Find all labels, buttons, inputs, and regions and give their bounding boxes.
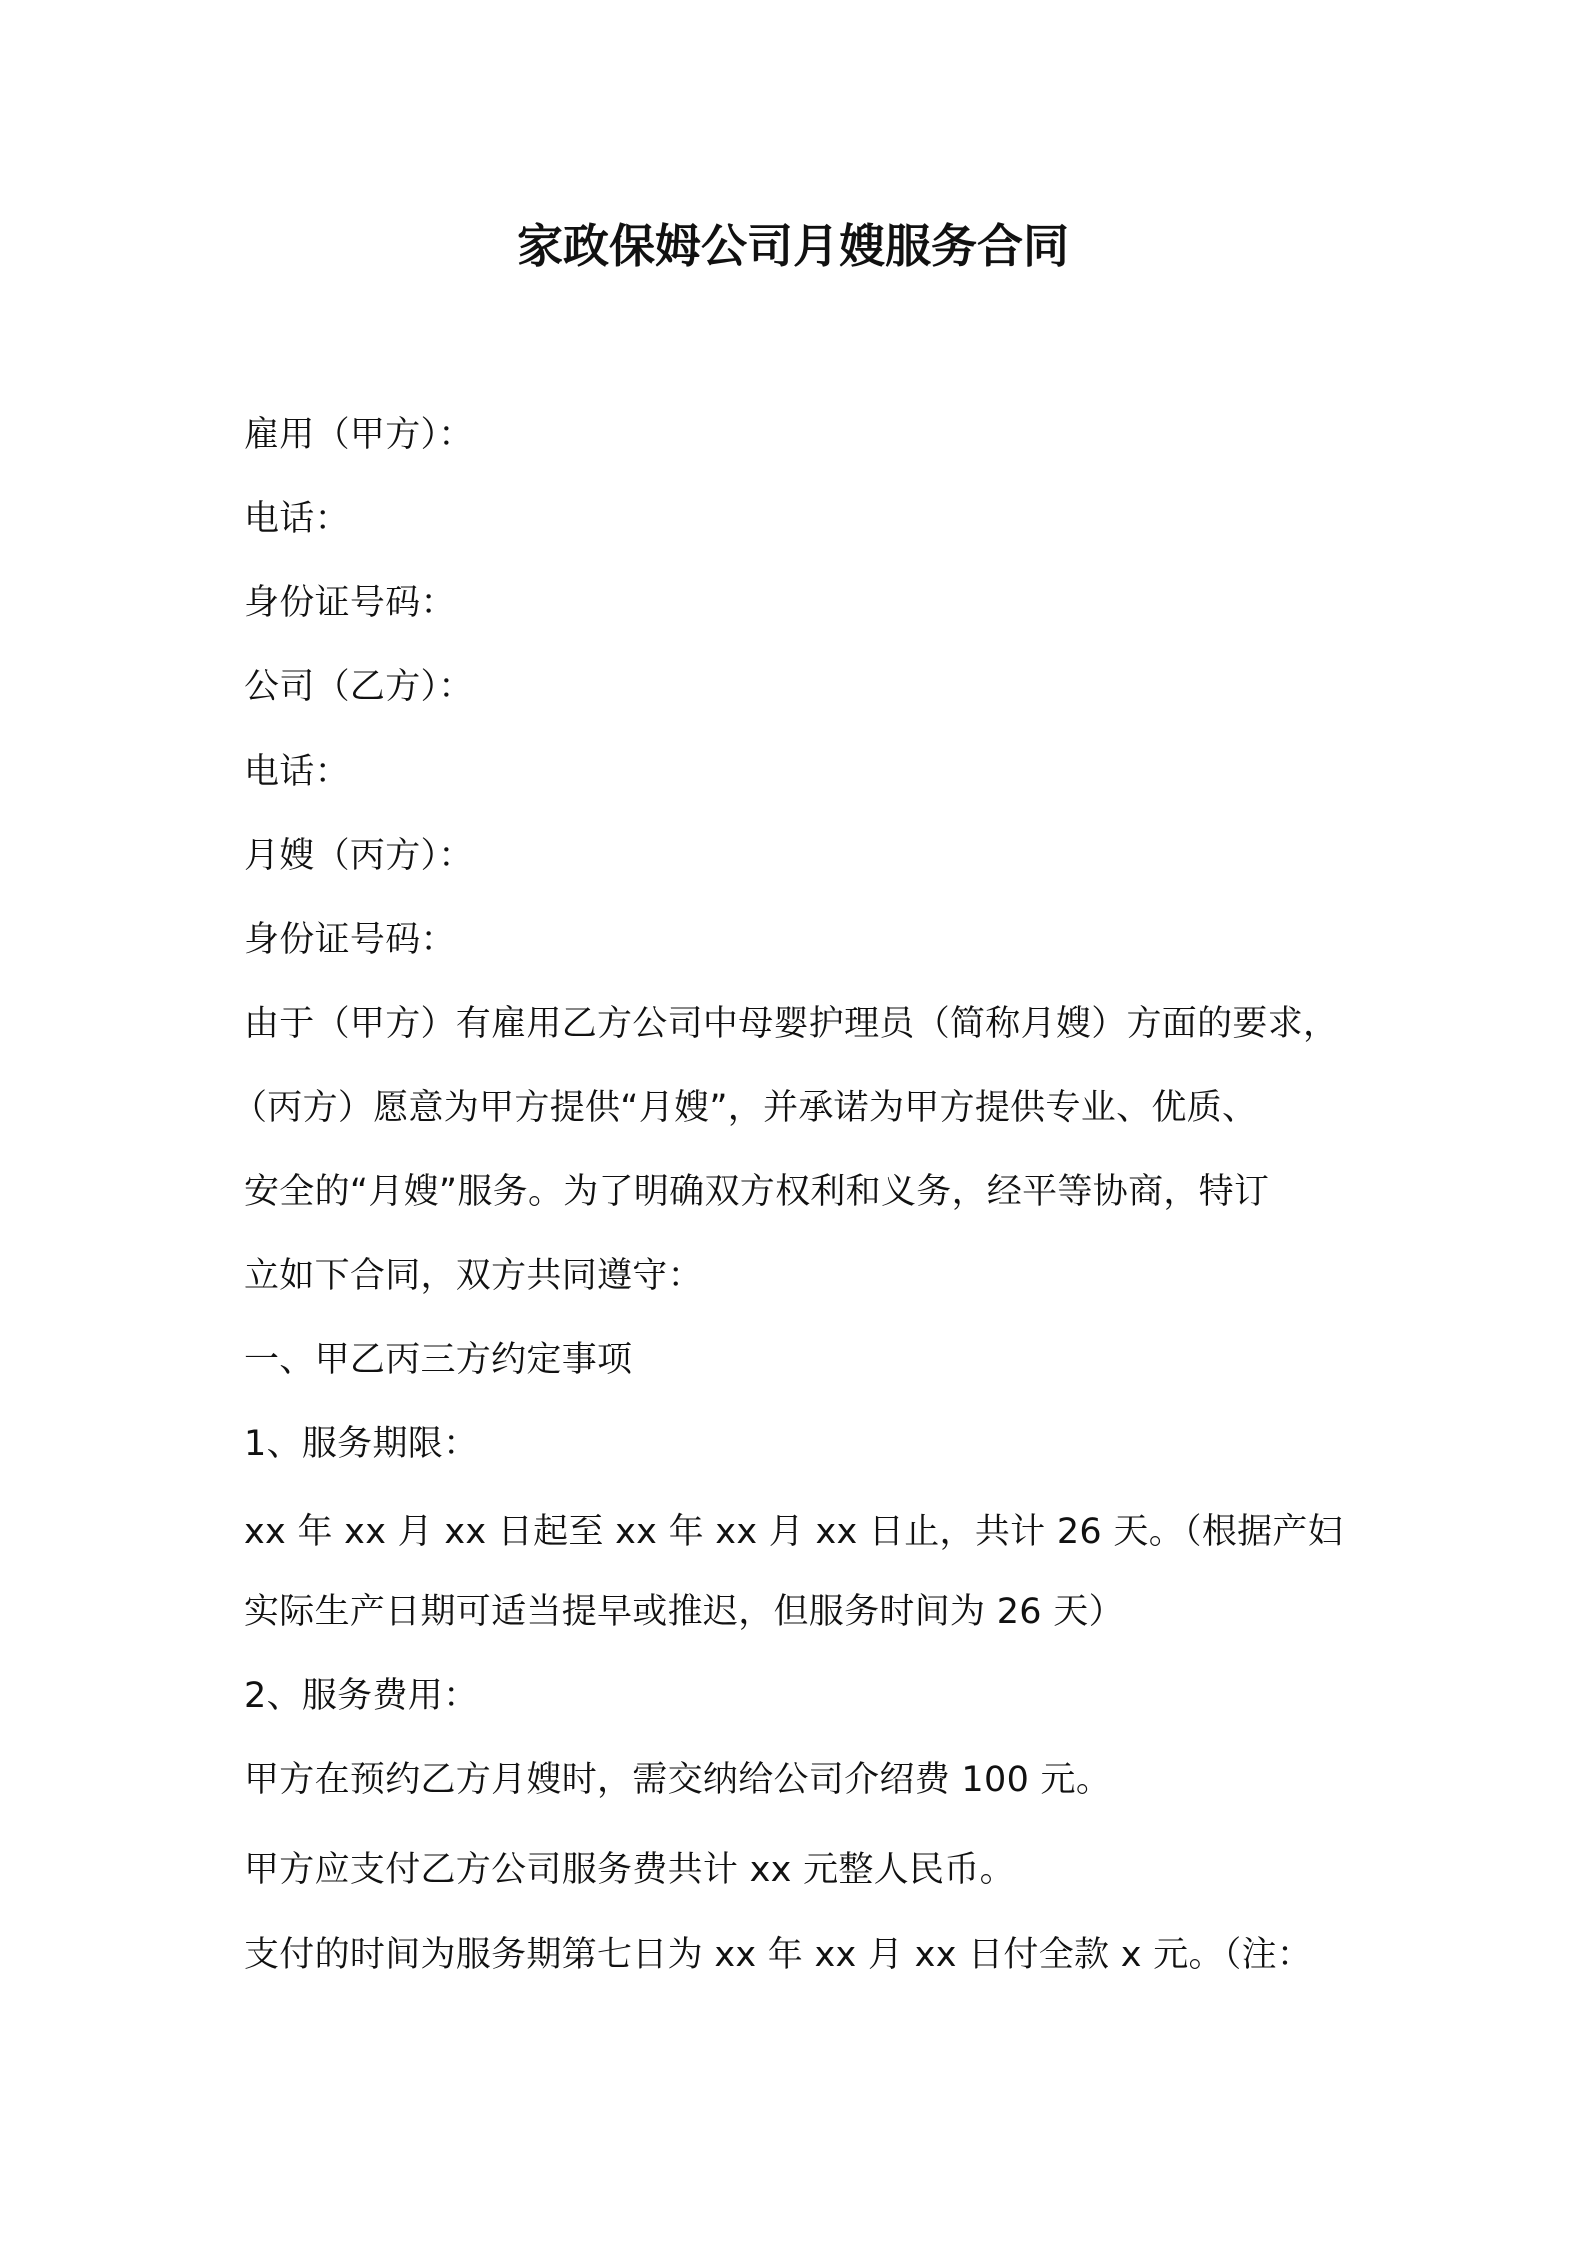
party-c-label: 月嫂（丙方）：	[244, 836, 474, 876]
party-b-phone-label: 电话：	[244, 752, 350, 792]
party-c-id-label: 身份证号码：	[244, 920, 456, 960]
party-b-label: 公司（乙方）：	[244, 667, 474, 707]
preamble-line-1: 由于（甲方）有雇用乙方公司中母婴护理员（简称月嫂）方面的要求，	[244, 1004, 1339, 1044]
preamble-line-3: 安全的“月嫂”服务。为了明确双方权利和义务，经平等协商，特订	[244, 1172, 1270, 1212]
clause-2-line-2: 甲方应支付乙方公司服务费共计 xx 元整人民币。	[244, 1850, 1015, 1890]
clause-2-line-3: 支付的时间为服务期第七日为 xx 年 xx 月 xx 日付全款 x 元。（注：	[244, 1935, 1313, 1975]
clause-2-line-1: 甲方在预约乙方月嫂时，需交纳给公司介绍费 100 元。	[244, 1760, 1112, 1800]
party-a-phone-label: 电话：	[244, 499, 350, 539]
party-a-label: 雇用（甲方）：	[244, 415, 474, 455]
section-heading-1: 一、甲乙丙三方约定事项	[244, 1340, 633, 1380]
clause-2-heading: 2、服务费用：	[244, 1676, 479, 1716]
preamble-line-2: （丙方）愿意为甲方提供“月嫂”，并承诺为甲方提供专业、优质、	[232, 1088, 1258, 1128]
clause-1-line-1: xx 年 xx 月 xx 日起至 xx 年 xx 月 xx 日止，共计 26 天。（根据产妇	[244, 1512, 1344, 1552]
clause-1-heading: 1、服务期限：	[244, 1424, 479, 1464]
preamble-line-4: 立如下合同，双方共同遵守：	[244, 1256, 703, 1296]
party-a-id-label: 身份证号码：	[244, 583, 456, 623]
clause-1-line-2: 实际生产日期可适当提早或推迟，但服务时间为 26 天）	[244, 1592, 1124, 1632]
document-title: 家政保姆公司月嫂服务合同	[517, 219, 1069, 273]
